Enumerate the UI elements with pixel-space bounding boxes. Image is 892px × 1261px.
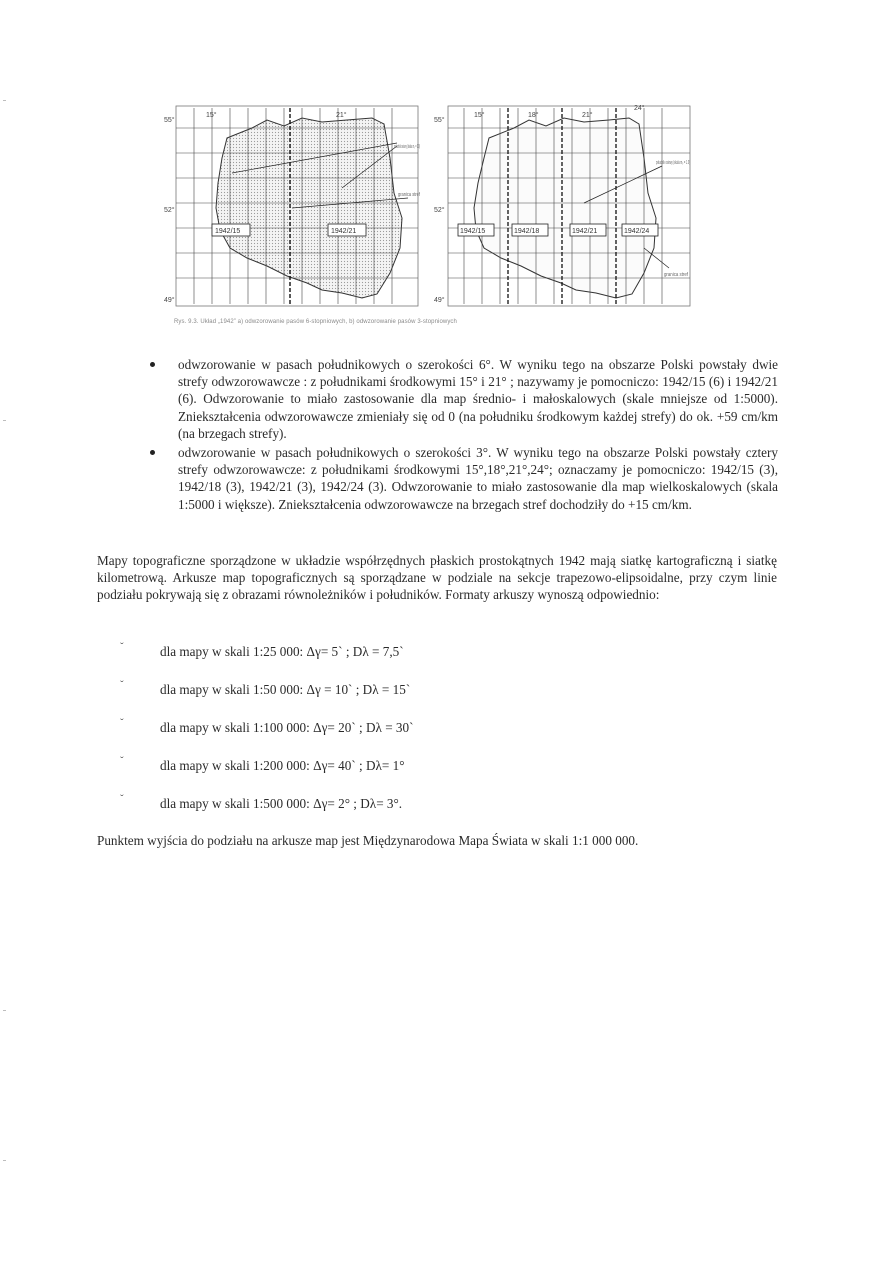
note-axial-meridian: południk osiowy (skala m₀ = 1.0) [394, 144, 421, 150]
scan-edge-mark [3, 420, 6, 421]
list-item [120, 793, 720, 831]
scan-edge-mark [3, 1160, 6, 1161]
label-lat-49: 49° [434, 297, 445, 304]
list-item [120, 641, 720, 679]
bullet-text: odwzorowanie w pasach południkowych o szerokości 6°. W wyniku tego na obszarze Polski powstały dwie strefy odwzorowawcze : z południkami środkowymi 15° i 21° ; nazywamy je pomocniczo: 1942/15 (6) i 1942/21 (6). Odwzorowanie to miało zastosowanie dla map średnio- i małoskalowych (skale mniejsze od 1:5000). Zniekształcenia odwzorowawcze zmieniały się od 0 (na południku środkowym każdej strefy) do ok. +59 cm/km (na brzegach strefy). [178, 357, 778, 441]
sheet-format-list [120, 641, 720, 831]
scale-text: dla mapy w skali 1:500 000: Δγ= 2° ; Dλ= 3°. [160, 796, 403, 811]
scale-text: dla mapy w skali 1:200 000: Δγ= 40` ; Dλ= 1° [160, 758, 405, 773]
body-paragraph: Mapy topograficzne sporządzone w układzie współrzędnych płaskich prostokątnych 1942 mają siatkę kartograficzną i siatkę kilometrową. Arkusze map topograficznych są sporządzane w podziale na sekcje trapezowo-elipsoidalne, przy czym linie podziału pokrywają się z obrazami równoleżników i południków. Formaty arkuszy wynoszą odpowiednio: [97, 553, 777, 603]
note-axial-meridian: południk osiowy (skala m₀ = 1.0) [656, 160, 691, 166]
label-zone-1942-18: 1942/18 [514, 228, 540, 235]
label-zone-1942-21: 1942/21 [331, 228, 357, 235]
scan-edge-mark [3, 100, 6, 101]
bullet-icon [150, 362, 155, 367]
label-lat-49: 49° [164, 297, 175, 304]
label-zone-1942-24: 1942/24 [624, 228, 650, 235]
list-mark-icon: ˇ [120, 717, 124, 729]
bullet-text: odwzorowanie w pasach południkowych o szerokości 3°. W wyniku tego na obszarze Polski powstały cztery strefy odwzorowawcze: z południkami środkowymi 15°,18°,21°,24°; oznaczamy je pomocniczo: 1942/15 (3), 1942/18 (3), 1942/21 (3), 1942/24 (3). Odwzorowanie to miało zastosowanie dla map wielkoskalowych (skala 1:5000 i większe). Zniekształcenia odwzorowawcze na brzegach stref dochodziły do +15 cm/km. [178, 445, 778, 512]
label-lon-21: 21° [582, 112, 593, 119]
list-mark-icon: ˇ [120, 793, 124, 805]
poland-outline [474, 118, 656, 298]
label-lon-15: 15° [206, 112, 217, 119]
note-zone-boundary: granica stref [398, 192, 421, 198]
figure-zone-maps [164, 98, 702, 338]
scale-text: dla mapy w skali 1:50 000: Δγ = 10` ; Dλ = 15` [160, 682, 411, 697]
label-lon-21: 21° [336, 112, 347, 119]
label-zone-1942-15: 1942/15 [215, 228, 241, 235]
bullet-icon [150, 450, 155, 455]
list-mark-icon: ˇ [120, 755, 124, 767]
figure-caption: Rys. 9.3. Układ „1942” a) odwzorowanie pasów 6-stopniowych, b) odwzorowanie pasów 3-stopniowych [174, 319, 457, 325]
label-lat-52: 52° [164, 207, 175, 214]
label-lat-52: 52° [434, 207, 445, 214]
note-zone-boundary: granica stref [664, 272, 689, 278]
scale-text: dla mapy w skali 1:100 000: Δγ= 20` ; Dλ = 30` [160, 720, 414, 735]
map-3-degree-zones [434, 98, 694, 313]
label-lat-55: 55° [434, 117, 445, 124]
label-lon-24: 24° [634, 105, 645, 112]
bullet-item [150, 444, 778, 513]
label-lon-15: 15° [474, 112, 485, 119]
zone-bullet-list [150, 356, 778, 515]
final-paragraph: Punktem wyjścia do podziału na arkusze map jest Międzynarodowa Mapa Świata w skali 1:1 000 000. [97, 833, 639, 848]
list-mark-icon: ˇ [120, 679, 124, 691]
map-6-degree-zones [164, 98, 422, 313]
scale-text: dla mapy w skali 1:25 000: Δγ= 5` ; Dλ = 7,5` [160, 644, 404, 659]
label-zone-1942-21: 1942/21 [572, 228, 598, 235]
list-item [120, 717, 720, 755]
list-mark-icon: ˇ [120, 641, 124, 653]
map-3-degree-svg [434, 98, 694, 313]
map-6-degree-svg [164, 98, 422, 313]
label-lat-55: 55° [164, 117, 175, 124]
label-lon-18: 18° [528, 112, 539, 119]
scan-edge-mark [3, 1010, 6, 1011]
label-zone-1942-15: 1942/15 [460, 228, 486, 235]
list-item [120, 755, 720, 793]
list-item [120, 679, 720, 717]
bullet-item [150, 356, 778, 442]
